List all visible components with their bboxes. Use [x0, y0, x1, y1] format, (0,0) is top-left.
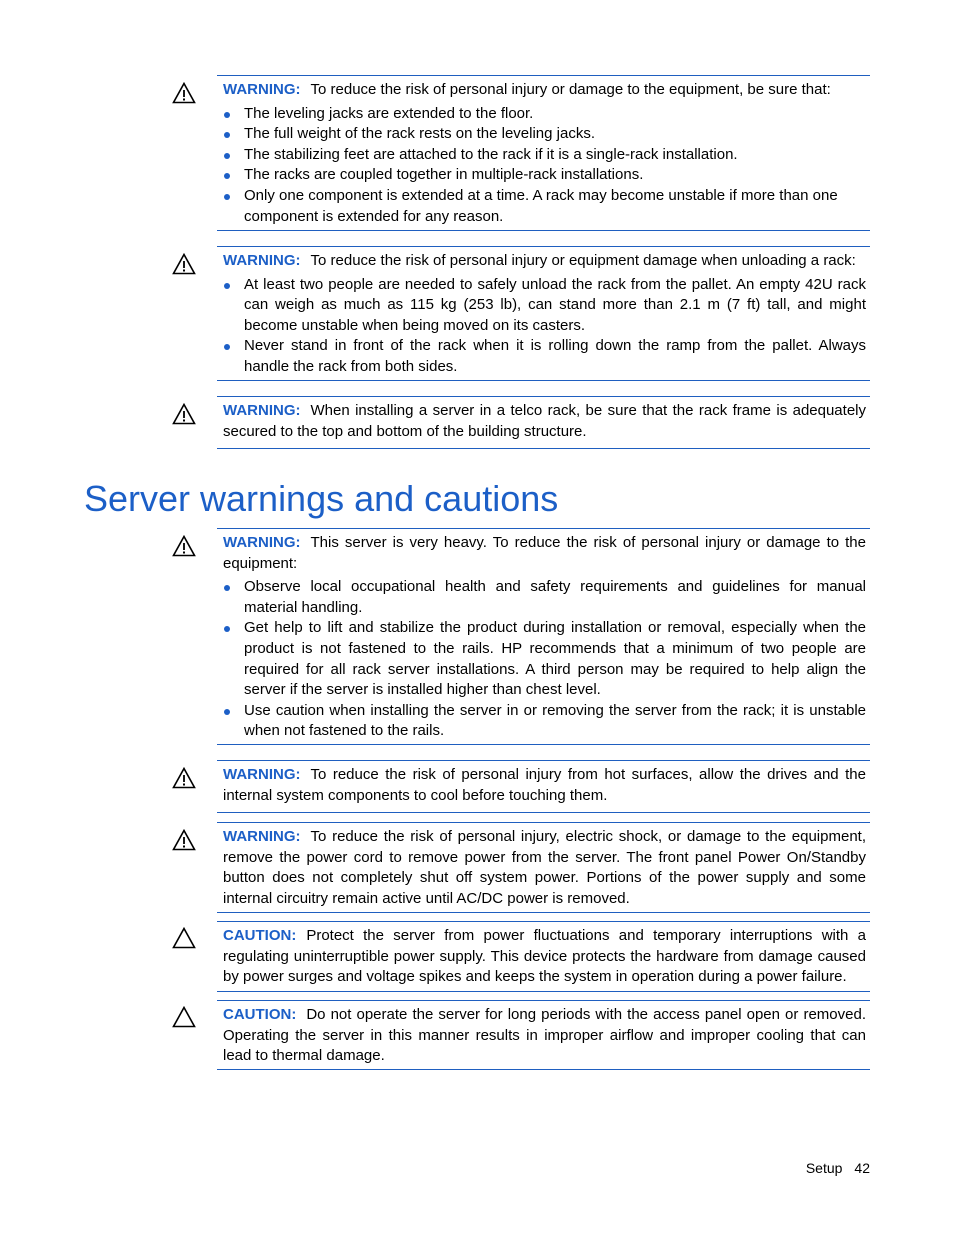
- caution-icon: [172, 1006, 196, 1028]
- warning-icon: [172, 535, 196, 557]
- list-item: The stabilizing feet are attached to the rack if it is a single-rack installation.: [223, 145, 866, 166]
- page-footer: [760, 1158, 870, 1178]
- bullet-icon: [224, 112, 230, 118]
- warning-icon: [172, 82, 196, 104]
- bullet-icon: [224, 626, 230, 632]
- list-item: Never stand in front of the rack when it is rolling down the ramp from the pallet. Always handle the rack from both sides.: [223, 336, 866, 377]
- notice-label: WARNING:: [223, 828, 301, 845]
- bullet-icon: [224, 283, 230, 289]
- warning-icon: [172, 403, 196, 425]
- notice-bullet-list: [223, 275, 866, 378]
- footer-section: Setup: [805, 1160, 843, 1176]
- bullet-icon: [224, 709, 230, 715]
- warning-icon: [172, 253, 196, 275]
- notice-label: WARNING:: [223, 534, 301, 551]
- notice-label: WARNING:: [223, 402, 301, 419]
- notice-bullet-list: [223, 104, 866, 228]
- notice-label: WARNING:: [223, 81, 301, 98]
- notice-label: CAUTION:: [223, 927, 297, 944]
- warning-icon: [172, 829, 196, 851]
- bullet-icon: [224, 585, 230, 591]
- caution-icon: [172, 927, 196, 949]
- section-heading: Server warnings and cautions: [84, 478, 559, 519]
- bullet-icon: [224, 153, 230, 159]
- list-item: Use caution when installing the server in or removing the server from the rack; it is unstable when not fastened to the rails.: [223, 701, 866, 742]
- notice-text: Do not operate the server for long periods with the access panel open or removed. Operating the server in this manner results in improper airflow and improper cooling that can lead to thermal damage.: [223, 1006, 866, 1065]
- notice-label: WARNING:: [223, 252, 301, 269]
- notice-text: To reduce the risk of personal injury or damage to the equipment, be sure that:: [310, 81, 831, 98]
- bullet-icon: [224, 132, 230, 138]
- list-item: Only one component is extended at a time. A rack may become unstable if more than one component is extended for any reason.: [223, 186, 866, 227]
- notice-text: To reduce the risk of personal injury from hot surfaces, allow the drives and the internal system components to cool before touching them.: [223, 766, 866, 804]
- notice-text: This server is very heavy. To reduce the risk of personal injury or damage to the equipment:: [223, 534, 866, 572]
- list-item: The full weight of the rack rests on the leveling jacks.: [223, 124, 866, 145]
- notice-label: WARNING:: [223, 766, 301, 783]
- list-item: At least two people are needed to safely unload the rack from the pallet. An empty 42U rack can weigh as much as 115 kg (253 lb), can stand more than 2.1 m (7 ft) tall, and might become unstable when being moved on its casters.: [223, 275, 866, 337]
- notice-text: Protect the server from power fluctuations and temporary interruptions with a regulating uninterruptible power supply. This device protects the hardware from damage caused by power surges and voltage spikes and keeps the system in operation during a power failure.: [223, 927, 866, 986]
- notice-text: To reduce the risk of personal injury, electric shock, or damage to the equipment, remove the power cord to remove power from the server. The front panel Power On/Standby button does not completely shut off system power. Portions of the power supply and some internal circuitry remain active until AC/DC power is removed.: [223, 828, 866, 907]
- list-item: The leveling jacks are extended to the floor.: [223, 104, 866, 125]
- bullet-icon: [224, 194, 230, 200]
- page-number: 42: [854, 1160, 870, 1176]
- notice-bullet-list: [223, 577, 866, 742]
- notice-text: To reduce the risk of personal injury or equipment damage when unloading a rack:: [310, 252, 856, 269]
- bullet-icon: [224, 344, 230, 350]
- warning-icon: [172, 767, 196, 789]
- list-item: The racks are coupled together in multiple-rack installations.: [223, 165, 866, 186]
- notice-label: CAUTION:: [223, 1006, 297, 1023]
- bullet-icon: [224, 173, 230, 179]
- notice-text: When installing a server in a telco rack, be sure that the rack frame is adequately secured to the top and bottom of the building structure.: [223, 402, 866, 440]
- list-item: Get help to lift and stabilize the product during installation or removal, especially when the product is not fastened to the rails. HP recommends that a minimum of two people are required for all rack server installations. A third person may be required to help align the server if the server is installed higher than chest level.: [223, 618, 866, 700]
- list-item: Observe local occupational health and safety requirements and guidelines for manual material handling.: [223, 577, 866, 618]
